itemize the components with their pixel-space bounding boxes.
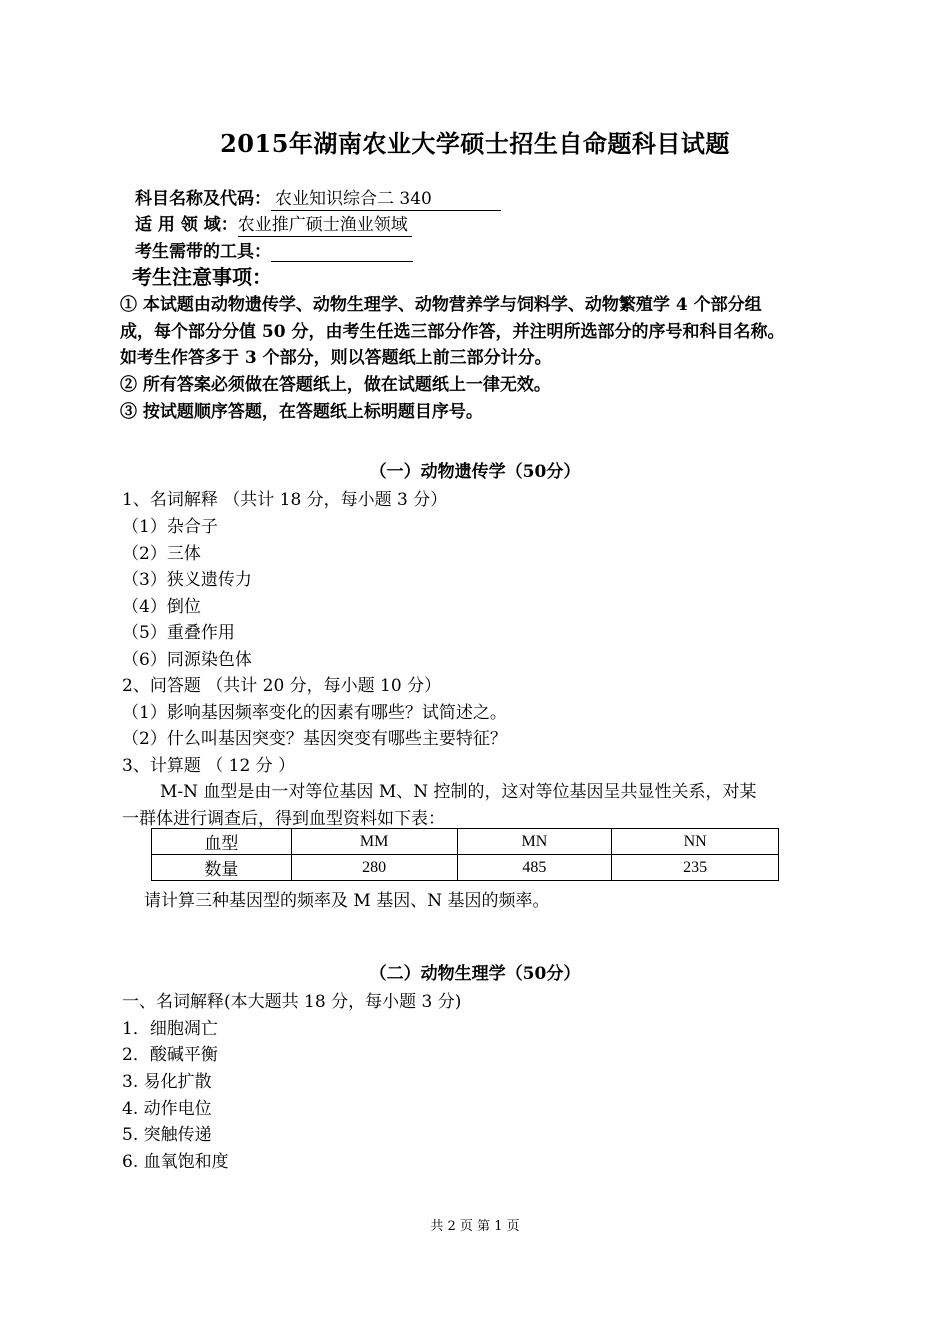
s1-q1-item-1: （1）杂合子 — [122, 517, 218, 537]
notice-line-4: ② 所有答案必须做在答题纸上，做在试题纸上一律无效。 — [120, 375, 551, 395]
s1-q3-paragraph-line-2: 一群体进行调查后，得到血型资料如下表： — [122, 809, 445, 829]
field-row — [135, 210, 412, 237]
s1-q2-item-1: （1）影响基因频率变化的因素有哪些？试简述之。 — [122, 703, 507, 723]
field-value: 农业推广硕士渔业领域 — [238, 210, 412, 237]
table-cell: 235 — [612, 855, 779, 881]
blood-type-table — [151, 828, 779, 881]
s1-q2-heading: 2、问答题 （共计 20 分，每小题 10 分） — [122, 676, 442, 696]
s2-q1-heading: 一、名词解释(本大题共 18 分，每小题 3 分) — [122, 992, 462, 1012]
s1-q1-heading: 1、名词解释 （共计 18 分，每小题 3 分） — [122, 490, 448, 510]
s2-q1-item-2: 2．酸碱平衡 — [122, 1045, 218, 1065]
field-label: 适 用 领 域： — [135, 215, 238, 235]
subject-row — [135, 184, 501, 211]
section1-heading: （一）动物遗传学（50分） — [369, 462, 581, 482]
notice-heading: 考生注意事项： — [132, 265, 272, 289]
s1-q3-paragraph-line-1: M-N 血型是由一对等位基因 M、N 控制的，这对等位基因呈共显性关系，对某 — [160, 782, 757, 802]
notice-line-5: ③ 按试题顺序答题，在答题纸上标明题目序号。 — [120, 402, 483, 422]
subject-value: 农业知识综合二 340 — [271, 184, 501, 211]
s2-q1-item-6: 6. 血氧饱和度 — [122, 1152, 229, 1172]
table-cell: 数量 — [152, 855, 292, 881]
s2-q1-item-3: 3. 易化扩散 — [122, 1072, 212, 1092]
subject-label: 科目名称及代码： — [135, 189, 271, 209]
table-row — [152, 855, 779, 881]
table-header-row — [152, 829, 779, 855]
tools-row — [135, 237, 413, 262]
table-header-cell: NN — [612, 829, 779, 855]
notice-line-2: 成，每个部分分值 50 分，由考生任选三部分作答，并注明所选部分的序号和科目名称。 — [120, 322, 785, 342]
tools-value — [271, 242, 413, 262]
s1-q1-item-4: （4）倒位 — [122, 597, 201, 617]
table-cell: 485 — [457, 855, 612, 881]
s2-q1-item-5: 5. 突触传递 — [122, 1125, 212, 1145]
exam-title: 2015年湖南农业大学硕士招生自命题科目试题 — [220, 129, 730, 158]
s2-q1-item-4: 4. 动作电位 — [122, 1099, 212, 1119]
s1-q1-item-6: （6）同源染色体 — [122, 650, 252, 670]
notice-line-3: 如考生作答多于 3 个部分，则以答题纸上前三部分计分。 — [120, 348, 552, 368]
s1-q2-item-2: （2）什么叫基因突变？基因突变有哪些主要特征？ — [122, 729, 507, 749]
notice-line-1: ① 本试题由动物遗传学、动物生理学、动物营养学与饲料学、动物繁殖学 4 个部分组 — [120, 295, 762, 315]
s1-q1-item-3: （3）狭义遗传力 — [122, 570, 252, 590]
table-header-cell: MM — [291, 829, 457, 855]
s1-q3-tail: 请计算三种基因型的频率及 M 基因、N 基因的频率。 — [144, 891, 550, 911]
s2-q1-item-1: 1．细胞凋亡 — [122, 1019, 218, 1039]
s1-q1-item-2: （2）三体 — [122, 544, 201, 564]
tools-label: 考生需带的工具： — [135, 242, 271, 262]
page-footer: 共 2 页 第 1 页 — [430, 1219, 520, 1234]
section2-heading: （二）动物生理学（50分） — [369, 964, 581, 984]
table-cell: 280 — [291, 855, 457, 881]
s1-q1-item-5: （5）重叠作用 — [122, 623, 235, 643]
table-header-cell: 血型 — [152, 829, 292, 855]
table-header-cell: MN — [457, 829, 612, 855]
s1-q3-heading: 3、计算题 （ 12 分 ） — [122, 756, 296, 776]
